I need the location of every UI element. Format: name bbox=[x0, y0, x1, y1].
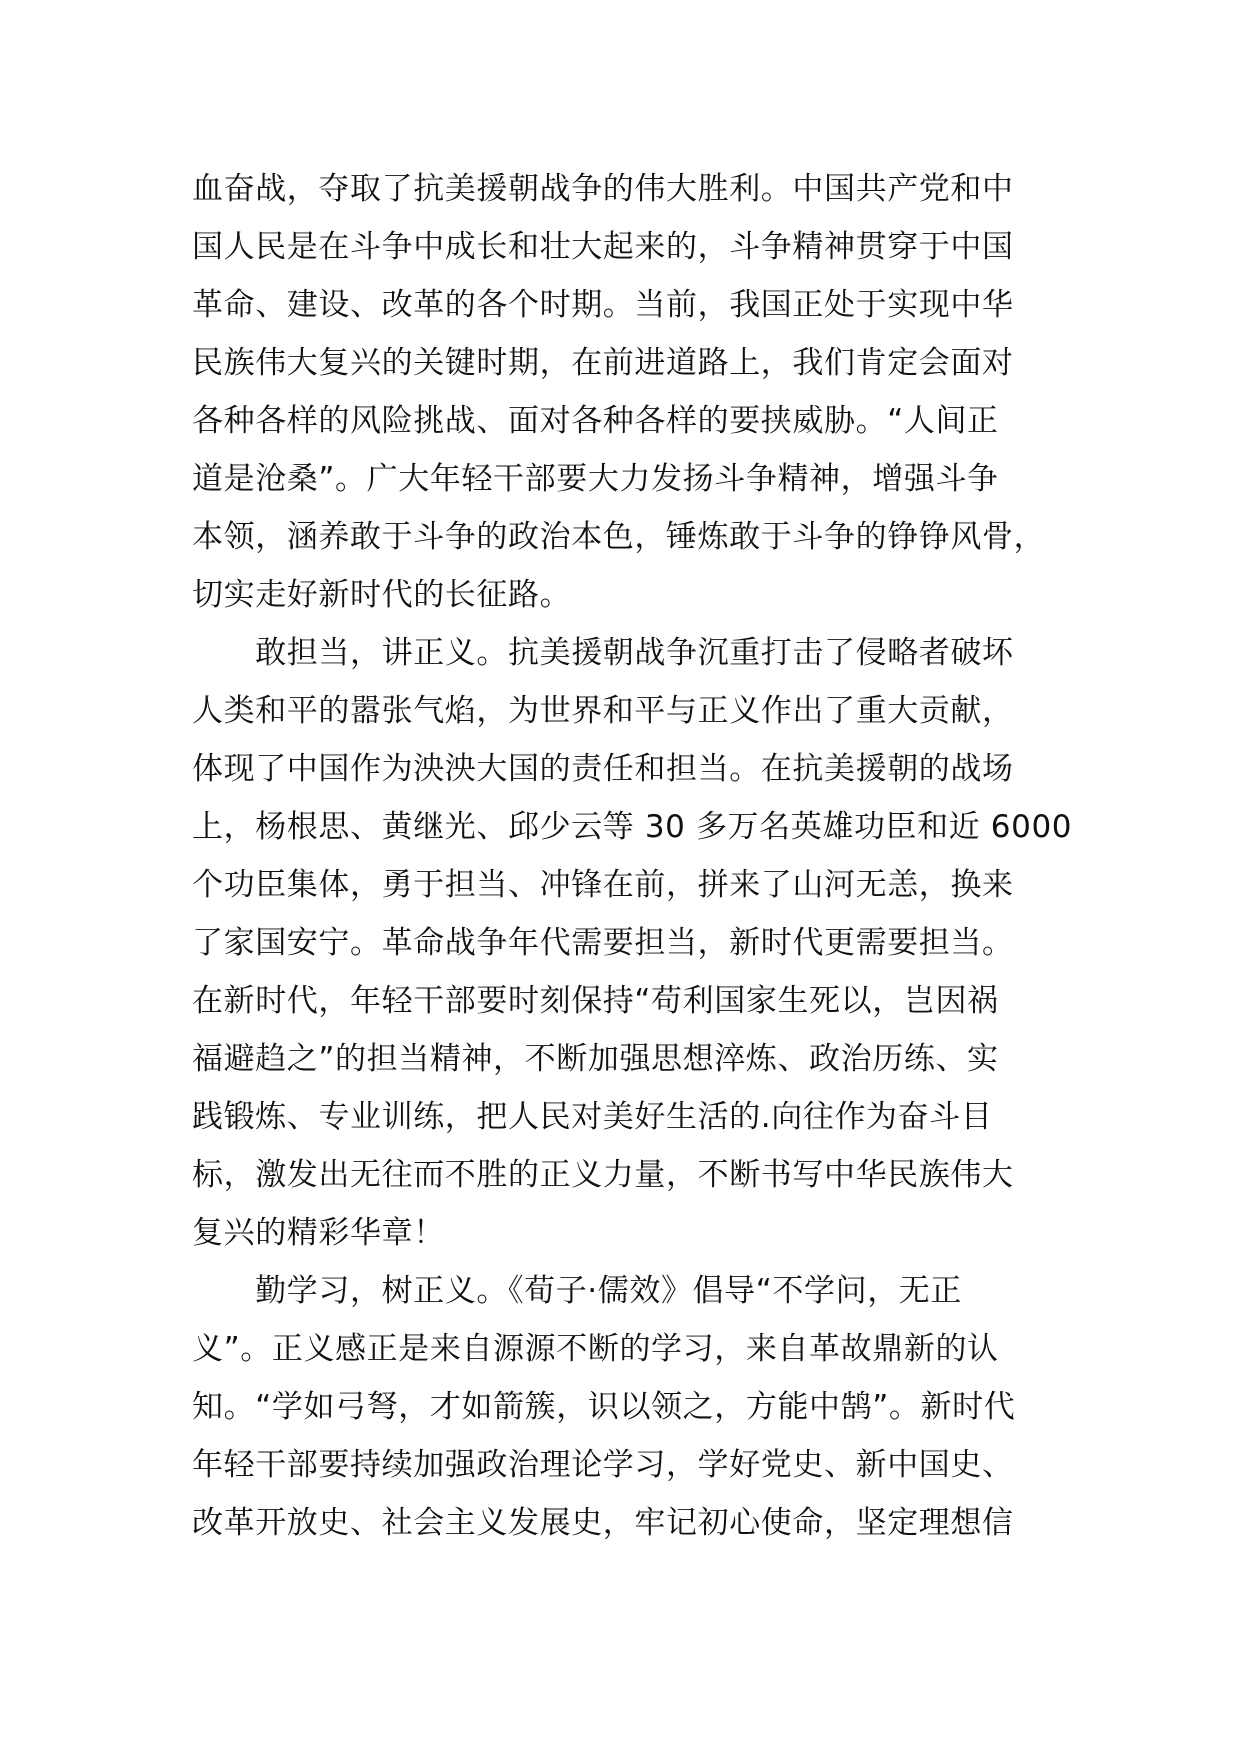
text-line: 了家国安宁。革命战争年代需要担当，新时代更需要担当。 bbox=[192, 925, 1014, 961]
text-line: 国人民是在斗争中成长和壮大起来的，斗争精神贯穿于中国 bbox=[192, 229, 1014, 265]
paragraph-start-line: 勤学习，树正义。《荀子·儒效》倡导“不学问，无正 bbox=[192, 1273, 963, 1309]
text-line: 道是沧桑”。广大年轻干部要大力发扬斗争精神，增强斗争 bbox=[192, 461, 999, 497]
body-text bbox=[192, 160, 1072, 1552]
text-line: 各种各样的风险挑战、面对各种各样的要挟威胁。“人间正 bbox=[192, 403, 999, 439]
text-line: 个功臣集体，勇于担当、冲锋在前，拼来了山河无恙，换来 bbox=[192, 867, 1014, 903]
text-line: 血奋战，夺取了抗美援朝战争的伟大胜利。中国共产党和中 bbox=[192, 171, 1014, 207]
text-line: 本领，涵养敢于斗争的政治本色，锤炼敢于斗争的铮铮风骨， bbox=[192, 519, 1046, 555]
text-line: 福避趋之”的担当精神，不断加强思想淬炼、政治历练、实 bbox=[192, 1041, 999, 1077]
text-line: 改革开放史、社会主义发展史，牢记初心使命，坚定理想信 bbox=[192, 1505, 1014, 1541]
text-line: 标，激发出无往而不胜的正义力量，不断书写中华民族伟大 bbox=[192, 1157, 1014, 1193]
text-line: 切实走好新时代的长征路。 bbox=[192, 577, 572, 613]
text-line: 民族伟大复兴的关键时期，在前进道路上，我们肯定会面对 bbox=[192, 345, 1014, 381]
text-line: 上，杨根思、黄继光、邱少云等 30 多万名英雄功臣和近 6000 bbox=[192, 809, 1073, 845]
text-line: 在新时代，年轻干部要时刻保持“苟利国家生死以，岂因祸 bbox=[192, 983, 999, 1019]
text-line: 义”。正义感正是来自源源不断的学习，来自革故鼎新的认 bbox=[192, 1331, 999, 1367]
text-line: 复兴的精彩华章！ bbox=[192, 1215, 445, 1251]
text-line: 践锻炼、专业训练，把人民对美好生活的.向往作为奋斗目 bbox=[192, 1099, 993, 1135]
paragraph-start-line: 敢担当，讲正义。抗美援朝战争沉重打击了侵略者破坏 bbox=[192, 635, 1014, 671]
text-line: 人类和平的嚣张气焰，为世界和平与正义作出了重大贡献， bbox=[192, 693, 1014, 729]
text-line: 知。“学如弓弩，才如箭簇，识以领之，方能中鹄”。新时代 bbox=[192, 1389, 1016, 1425]
text-line: 革命、建设、改革的各个时期。当前，我国正处于实现中华 bbox=[192, 287, 1014, 323]
text-line: 体现了中国作为泱泱大国的责任和担当。在抗美援朝的战场 bbox=[192, 751, 1014, 787]
text-line: 年轻干部要持续加强政治理论学习，学好党史、新中国史、 bbox=[192, 1447, 1014, 1483]
